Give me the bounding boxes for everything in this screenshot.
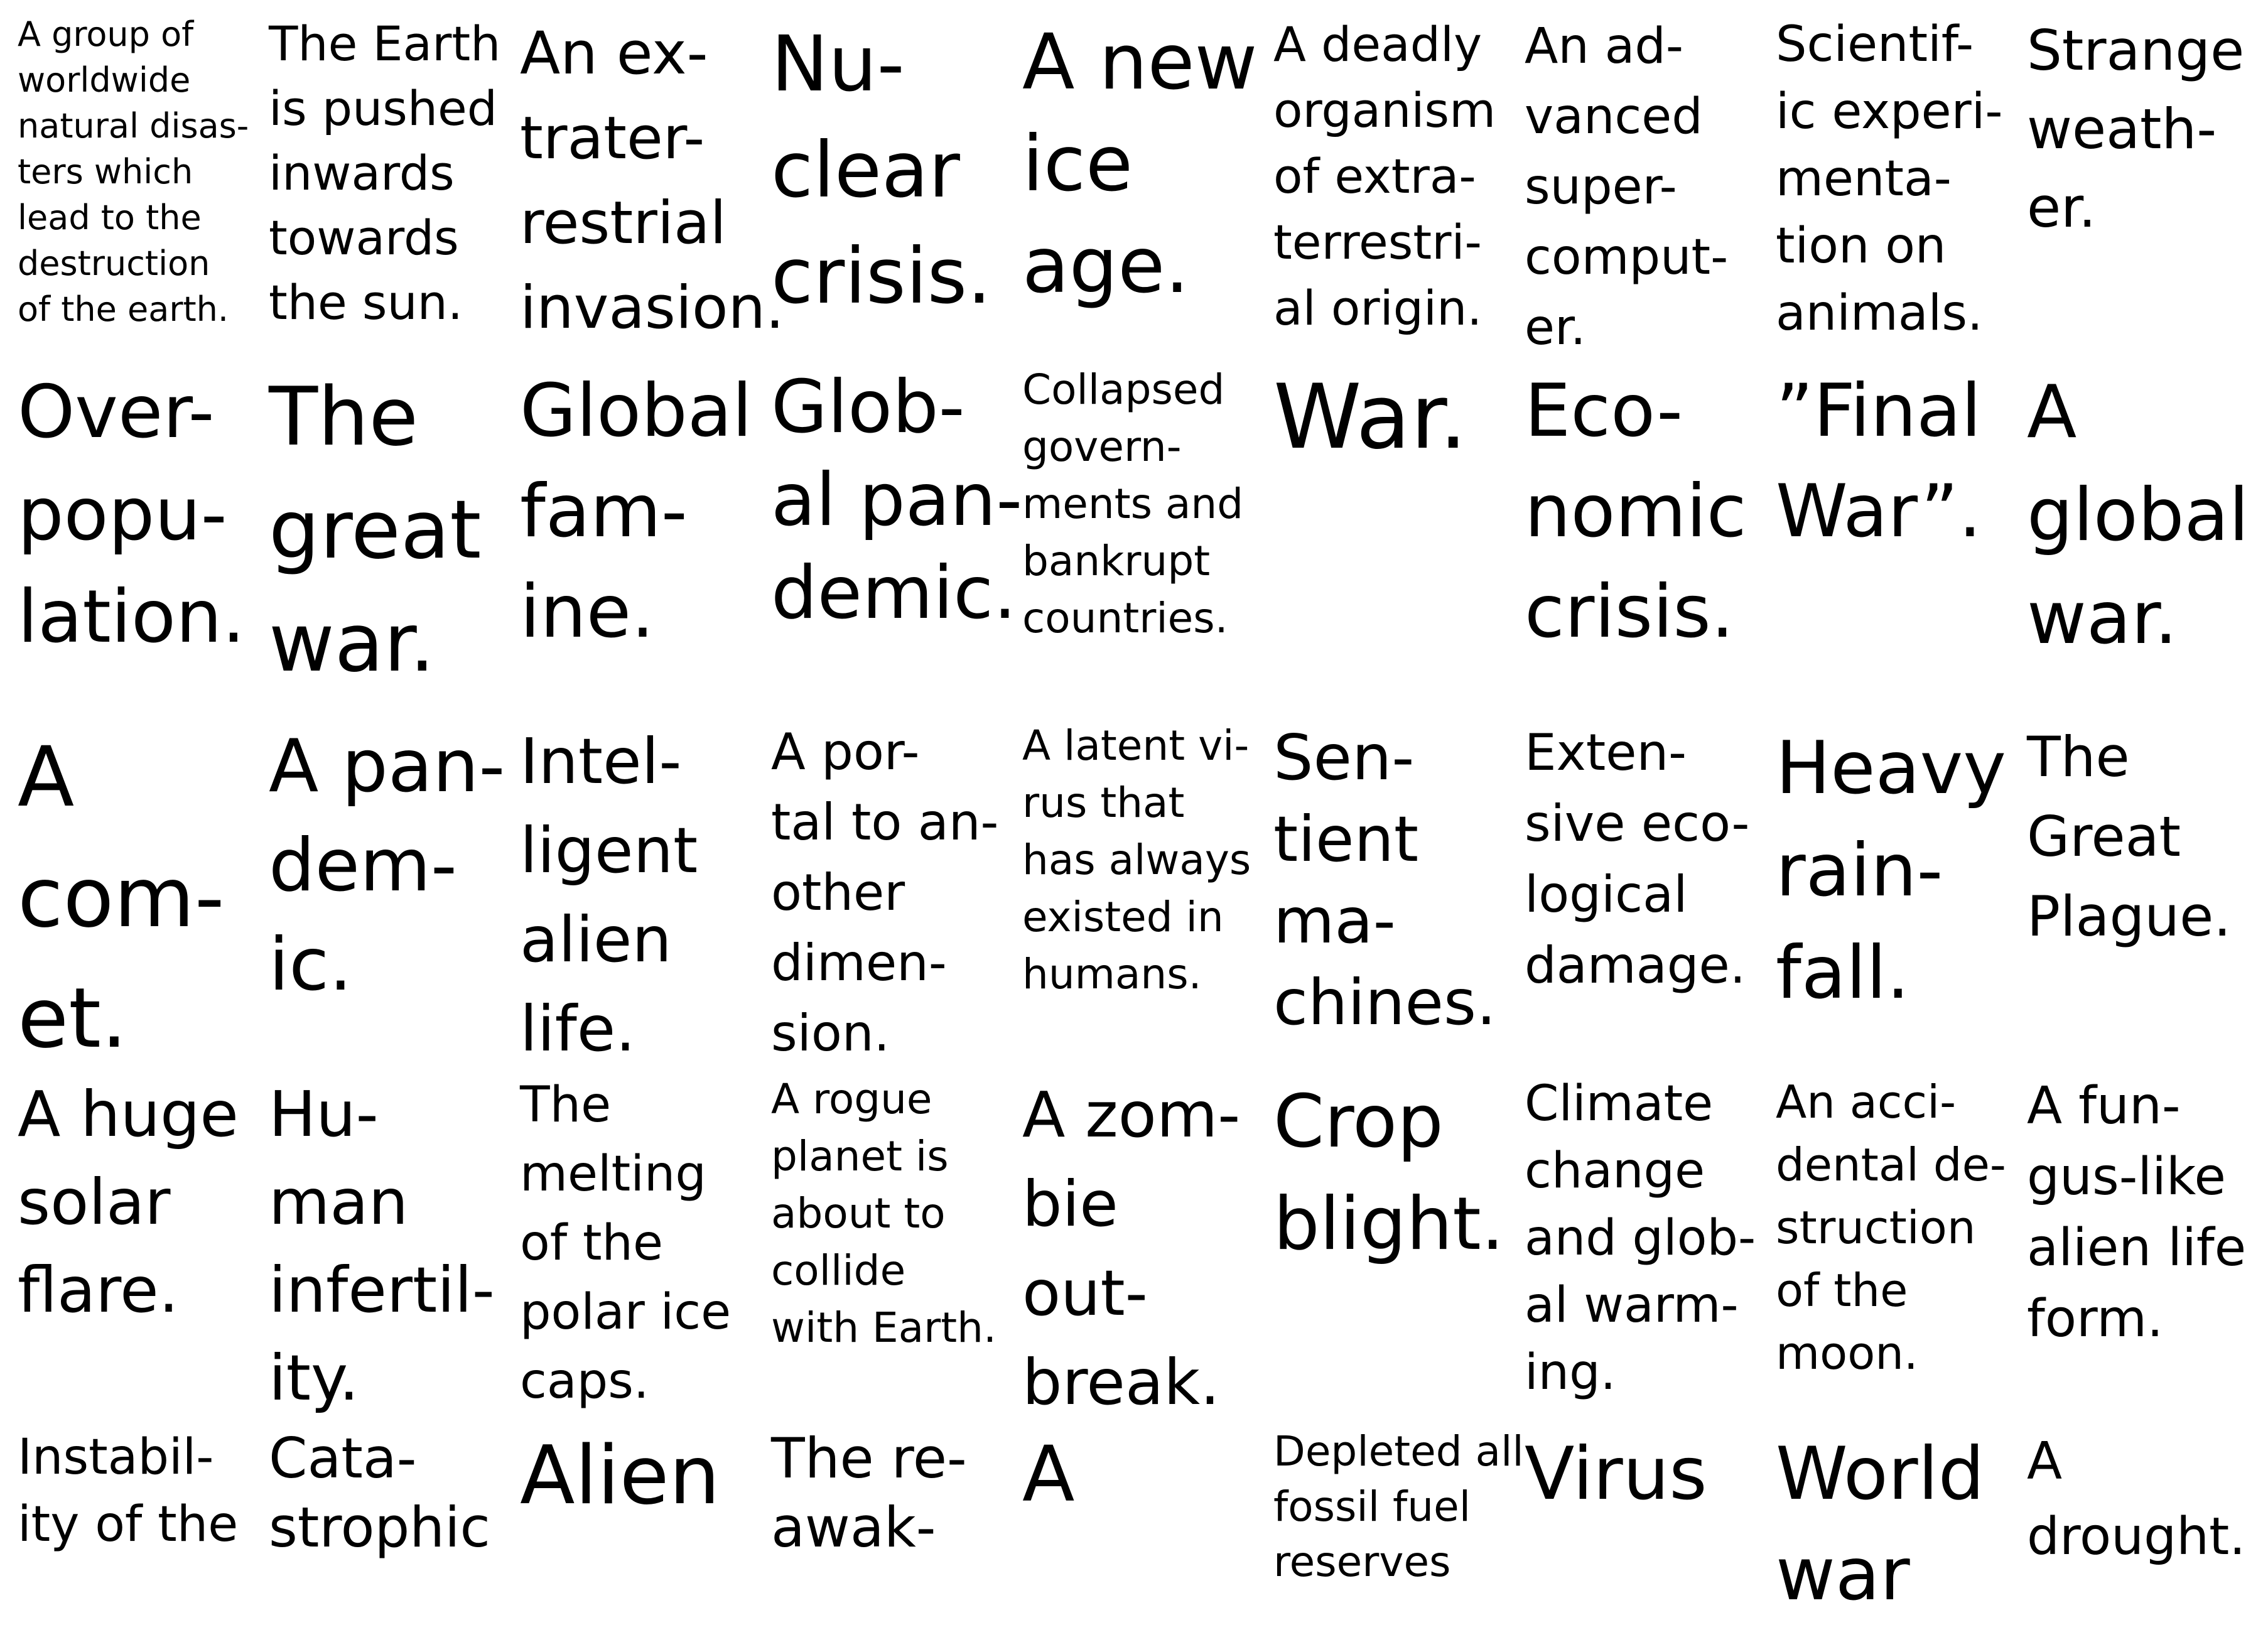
disaster-text-cell: Glob- al pan- demic. xyxy=(771,365,1023,635)
disaster-text-cell: Climate change and glob- al warm- ing. xyxy=(1525,1076,1756,1401)
disaster-text-cell: Virus xyxy=(1525,1432,1707,1516)
disaster-text-cell: Eco- nomic crisis. xyxy=(1525,369,1747,654)
disaster-text-cell: Sen- tient ma- chines. xyxy=(1273,721,1496,1039)
disaster-text-cell: Nu- clear crisis. xyxy=(771,19,991,321)
disaster-text-cell: A huge solar flare. xyxy=(18,1077,239,1327)
disaster-text-cell: A global war. xyxy=(2027,370,2249,661)
disaster-text-cell: Strange weath- er. xyxy=(2027,18,2245,240)
disaster-text-cell: A zom- bie out- break. xyxy=(1022,1078,1241,1419)
disaster-text-cell: An ad- vanced super- comput- er. xyxy=(1525,18,1729,356)
disaster-text-cell: A com- et. xyxy=(18,729,225,1067)
disaster-text-cell: A group of worldwide natural disas- ters which lead to the destruction of the earth. xyxy=(18,14,249,329)
disaster-text-cell: Cata- strophic xyxy=(269,1426,490,1560)
disaster-text-cell: A por- tal to an- other dimen- sion. xyxy=(771,723,999,1062)
disaster-text-cell: An acci- dental de- struction of the moon. xyxy=(1776,1076,2006,1379)
disaster-text-cell: A deadly organism of extra- terrestri- al origin. xyxy=(1273,16,1496,336)
disaster-text-cell: An ex- trater- restrial invasion. xyxy=(520,19,784,342)
disaster-text-cell: ”Final War”. xyxy=(1776,369,1982,554)
disaster-text-cell: The great war. xyxy=(269,370,482,690)
disaster-text-cell: Scientif- ic experi- menta- tion on animals. xyxy=(1776,16,2003,342)
disaster-text-cell: Intel- ligent alien life. xyxy=(520,725,698,1066)
disaster-text-cell: Global fam- ine. xyxy=(520,369,753,654)
disaster-text-cell: Crop blight. xyxy=(1273,1079,1504,1266)
disaster-text-cell: Over- popu- lation. xyxy=(18,370,246,659)
disaster-text-cell: Hu- man infertil- ity. xyxy=(269,1077,495,1415)
disaster-text-cell: Depleted all fossil fuel reserves xyxy=(1273,1427,1524,1586)
disaster-text-cell: World war xyxy=(1776,1432,1985,1617)
disaster-text-cell: Instabil- ity of the xyxy=(18,1429,239,1553)
disaster-text-cell: The melting of the polar ice caps. xyxy=(520,1077,732,1410)
disaster-text-cell: Exten- sive eco- logical damage. xyxy=(1525,723,1750,995)
disaster-text-cell: A drought. xyxy=(2027,1432,2246,1567)
disaster-text-cell: A xyxy=(1022,1430,1075,1519)
disaster-text-cell: Heavy rain- fall. xyxy=(1776,726,2006,1015)
disaster-text-cell: A new ice age. xyxy=(1022,18,1258,310)
disaster-text-cell: The Earth is pushed inwards towards the sun. xyxy=(269,16,501,330)
disaster-text-cell: The Great Plague. xyxy=(2027,725,2232,949)
disaster-text-cell: War. xyxy=(1273,365,1467,469)
disaster-text-cell: Collapsed govern- ments and bankrupt countries. xyxy=(1022,365,1244,642)
disaster-text-cell: The re- awak- xyxy=(771,1426,967,1560)
disaster-text-cell: A rogue planet is about to collide with Earth. xyxy=(771,1075,996,1352)
disaster-text-cell: Alien xyxy=(520,1429,720,1523)
disaster-text-cell: A latent vi- rus that has always existed in humans. xyxy=(1022,721,1251,998)
disaster-text-cell: A pan- dem- ic. xyxy=(269,724,505,1007)
disaster-text-cell: A fun- gus-like alien life form. xyxy=(2027,1076,2247,1349)
